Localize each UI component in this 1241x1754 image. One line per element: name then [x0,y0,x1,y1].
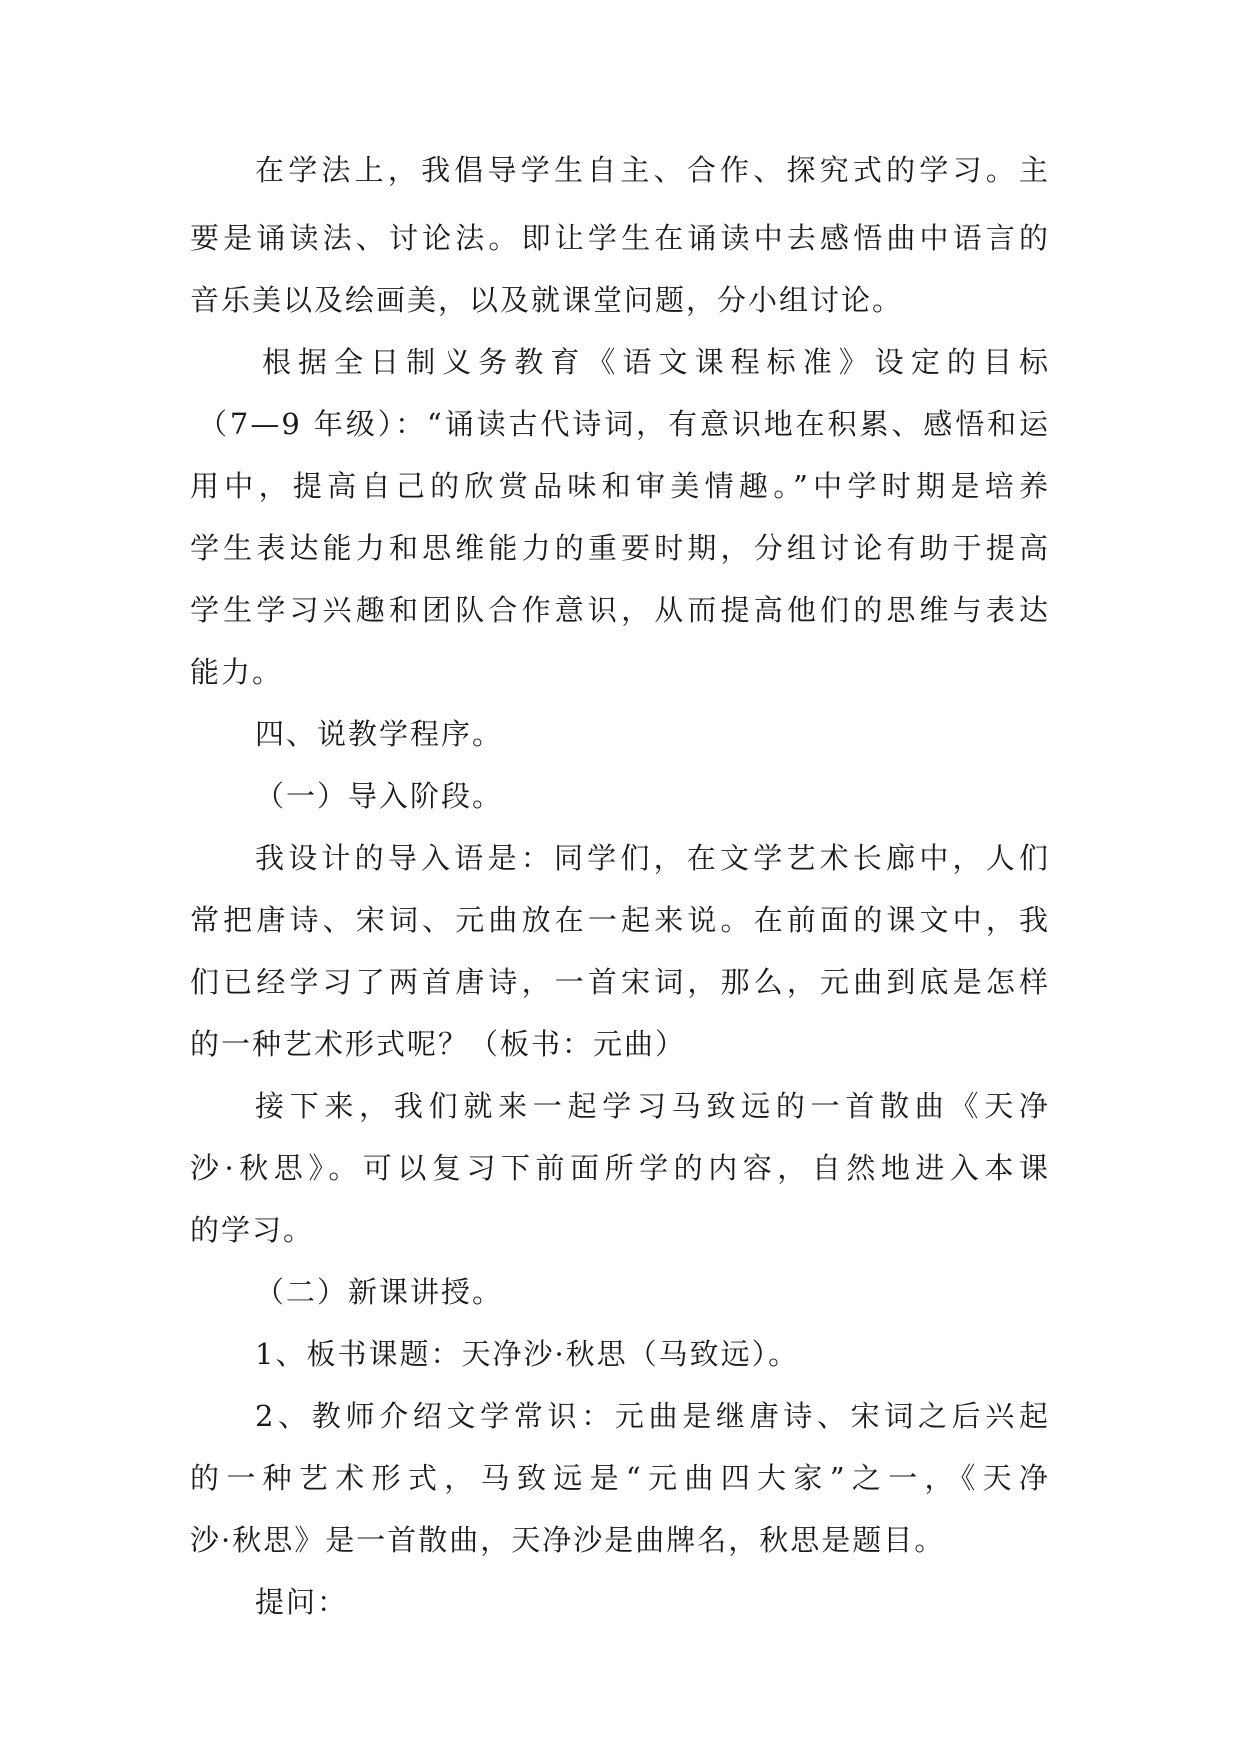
text-line: 音乐美以及绘画美，以及就课堂问题，分小组讨论。 [190,283,904,317]
text-line: 学生学习兴趣和团队合作意识，从而提高他们的思维与表达 [190,593,1050,627]
text-line: 提问： [255,1585,349,1619]
subsection-heading: （一）导入阶段。 [255,779,504,813]
text-line: 用中，提高自己的欣赏品味和审美情趣。”中学时期是培养 [190,469,1050,503]
text-line: 的学习。 [190,1213,315,1247]
text-line: 沙·秋思》。可以复习下前面所学的内容，自然地进入本课 [190,1151,1050,1185]
text-line: 在学法上，我倡导学生自主、合作、探究式的学习。主 [255,153,1050,187]
text-line: 要是诵读法、讨论法。即让学生在诵读中去感悟曲中语言的 [190,221,1050,255]
text-line: 的一种艺术形式，马致远是“元曲四大家”之一，《天净 [190,1461,1050,1495]
text-line: （7—9 年级）：“诵读古代诗词，有意识地在积累、感悟和运 [198,407,1050,441]
text-line: 沙·秋思》是一首散曲，天净沙是曲牌名，秋思是题目。 [190,1523,946,1557]
text-line: 根据全日制义务教育《语文课程标准》设定的目标 [262,345,1050,379]
section-heading: 四、说教学程序。 [255,717,504,751]
text-line: 的一种艺术形式呢？（板书：元曲） [190,1027,687,1061]
text-line: 我设计的导入语是：同学们，在文学艺术长廊中，人们 [255,841,1050,875]
subsection-heading: （二）新课讲授。 [255,1275,504,1309]
text-line: 1、板书课题：天净沙·秋思（马致远）。 [255,1337,800,1371]
text-line: 接下来，我们就来一起学习马致远的一首散曲《天净 [255,1089,1050,1123]
text-line: 2、教师介绍文学常识：元曲是继唐诗、宋词之后兴起 [255,1399,1050,1433]
text-line: 学生表达能力和思维能力的重要时期，分组讨论有助于提高 [190,531,1050,565]
text-line: 们已经学习了两首唐诗，一首宋词，那么，元曲到底是怎样 [190,965,1050,999]
text-line: 能力。 [190,655,284,689]
text-line: 常把唐诗、宋词、元曲放在一起来说。在前面的课文中，我 [190,903,1050,937]
